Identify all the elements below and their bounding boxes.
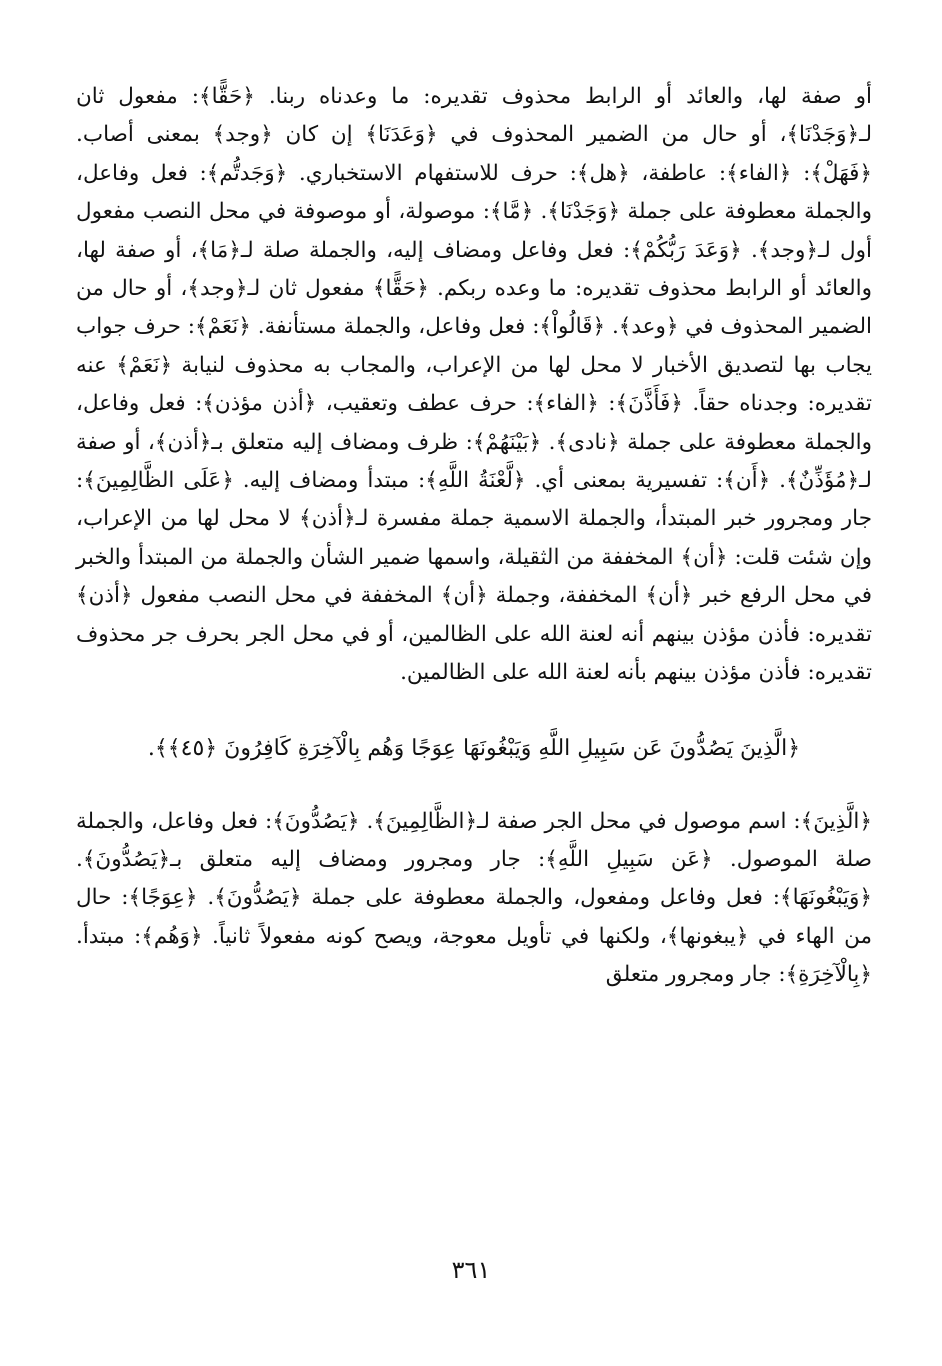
quran-verse: ﴿الَّذِينَ يَصُدُّونَ عَن سَبِيلِ اللَّهِ وَيَبْغُونَهَا عِوَجًا وَهُم بِالْآخِرَةِ كَافِرُونَ ﴿٤٥﴾﴾.	[147, 735, 801, 761]
paragraph-1: أو صفة لها، والعائد أو الرابط محذوف تقديره: ما وعدناه ربنا. ﴿حَقًّا﴾: مفعول ثان لـ﴿وَجَدْنَا﴾، أو حال من الضمير المحذوف في ﴿وَعَدَنَا﴾ إن كان ﴿وجد﴾ بمعنى أصاب. ﴿فَهَلْ﴾: ﴿الفاء﴾: عاطفة، ﴿هل﴾: حرف للاستفهام الاستخباري. ﴿وَجَدتُّم﴾: فعل وفاعل، والجملة معطوفة على جملة ﴿وَجَدْنَا﴾. ﴿مَّا﴾: موصولة، أو موصوفة في محل النصب مفعول أول لـ﴿وجد﴾. ﴿وَعَدَ رَبُّكُمْ﴾: فعل وفاعل ومضاف إليه، والجملة صلة لـ﴿مَا﴾، أو صفة لها، والعائد أو الرابط محذوف تقديره: ما وعده ربكم. ﴿حَقًّا﴾ مفعول ثان لـ﴿وجد﴾، أو حال من الضمير المحذوف في ﴿وعد﴾. ﴿قَالُواْ﴾: فعل وفاعل، والجملة مستأنفة. ﴿نَعَمْ﴾: حرف جواب يجاب بها لتصديق الأخبار لا محل لها من الإعراب، والمجاب به محذوف لنيابة ﴿نَعَمْ﴾ عنه تقديره: وجدناه حقاً. ﴿فَأَذَّنَ﴾: ﴿الفاء﴾: حرف عطف وتعقيب، ﴿أذن مؤذن﴾: فعل وفاعل، والجملة معطوفة على جملة ﴿نادى﴾. ﴿بَيْنَهُمْ﴾: ظرف ومضاف إليه متعلق بـ﴿أذن﴾، أو صفة لـ﴿مُؤَذِّنٌ﴾. ﴿أَن﴾: تفسيرية بمعنى أي. ﴿لَّعْنَةُ اللَّهِ﴾: مبتدأ ومضاف إليه. ﴿عَلَى الظَّالِمِينَ﴾: جار ومجرور خبر المبتدأ، والجملة الاسمية جملة مفسرة لـ﴿أذن﴾ لا محل لها من الإعراب، وإن شئت قلت: ﴿أن﴾ المخففة من الثقيلة، واسمها ضمير الشأن والجملة من المبتدأ والخبر في محل الرفع خبر ﴿أن﴾ المخففة، وجملة ﴿أن﴾ المخففة في محل النصب مفعول ﴿أذن﴾ تقديره: فأذن مؤذن بينهم أنه لعنة الله على الظالمين، أو في محل الجر بحرف جر محذوف تقديره: فأذن مؤذن بينهم بأنه لعنة الله على الظالمين.	[76, 84, 872, 686]
page-number: ٣٦١	[451, 1256, 491, 1284]
paragraph-2: ﴿الَّذِينَ﴾: اسم موصول في محل الجر صفة لـ﴿الظَّالِمِينَ﴾. ﴿يَصُدُّونَ﴾: فعل وفاعل، والجملة صلة الموصول. ﴿عَن سَبِيلِ اللَّهِ﴾: جار ومجرور ومضاف إليه متعلق بـ﴿يَصُدُّونَ﴾. ﴿وَيَبْغُونَهَا﴾: فعل وفاعل ومفعول، والجملة معطوفة على جملة ﴿يَصُدُّونَ﴾. ﴿عِوَجًا﴾: حال من الهاء في ﴿يبغونها﴾، ولكنها في تأويل معوجة، ويصح كونه مفعولاً ثانياً. ﴿وَهُم﴾: مبتدأ. ﴿بِالْآخِرَةِ﴾: جار ومجرور متعلق	[76, 808, 872, 988]
